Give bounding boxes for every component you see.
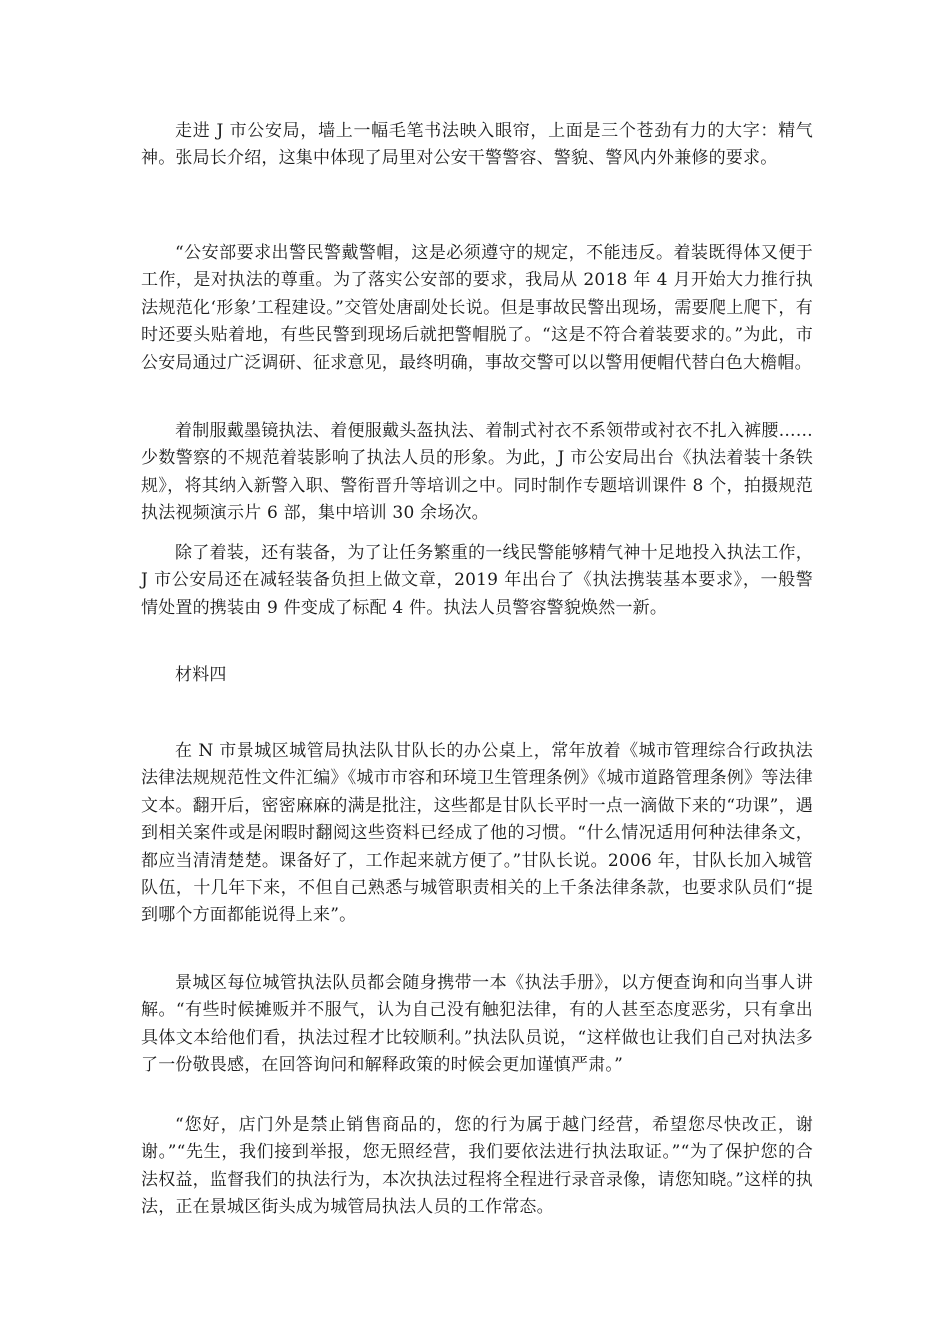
paragraph-police-spirit: 走进 J 市公安局，墙上一幅毛笔书法映入眼帘，上面是三个苍劲有力的大字：精气神。张局长介绍，这集中体现了局里对公安干警警容、警貌、警风内外兼修的要求。 (141, 121, 813, 169)
paragraph-enforcement-dialogue: “您好，店门外是禁止销售商品的，您的行为属于越门经营，希望您尽快改正，谢谢。”“先生，我们接到举报，您无照经营，我们要依法进行执法取证。”“为了保护您的合法权益，监督我们的执法行为，本次执法过程将全程进行录音录像，请您知晓。”这样的执法，正在景城区街头成为城管局执法人员的工作常态。 (141, 1115, 813, 1218)
paragraph-enforcement-handbook: 景城区每位城管执法队员都会随身携带一本《执法手册》，以方便查询和向当事人讲解。“有些时候摊贩并不服气，认为自己没有触犯法律，有的人甚至态度恶劣，只有拿出具体文本给他们看，执法过程才比较顺利。”执法队员说，“这样做也让我们自己对执法多了一份敬畏感，在回答询问和解释政策的时候会更加谨慎严肃。” (141, 973, 813, 1076)
paragraph-police-cap-rules: “公安部要求出警民警戴警帽，这是必须遵守的规定，不能违反。着装既得体又便于工作，是对执法的尊重。为了落实公安部的要求，我局从 2018 年 4 月开始大力推行执法规范化‘形象’工程建设。”交管处唐副处长说。但是事故民警出现场，需要爬上爬下，有时还要头贴着地，有些民警到现场后就把警帽脱了。“这是不符合着装要求的。”为此，市公安局通过广泛调研、征求意见，最终明确，事故交警可以以警用便帽代替白色大檐帽。 (141, 243, 813, 373)
paragraph-uniform-rules: 着制服戴墨镜执法、着便服戴头盔执法、着制式衬衣不系领带或衬衣不扎入裤腰……少数警察的不规范着装影响了执法人员的形象。为此，J 市公安局出台《执法着装十条铁规》，将其纳入新警入职、警衔晋升等培训之中。同时制作专题培训课件 8 个，拍摄规范执法视频演示片 6 部，集中培训 30 余场次。 (141, 421, 813, 524)
paragraph-equipment: 除了着装，还有装备，为了让任务繁重的一线民警能够精气神十足地投入执法工作，J 市公安局还在减轻装备负担上做文章，2019 年出台了《执法携装基本要求》，一般警情处置的携装由 9 件变成了标配 4 件。执法人员警容警貌焕然一新。 (141, 543, 813, 618)
section-heading-material-four: 材料四 (175, 665, 227, 685)
paragraph-captain-gan: 在 N 市景城区城管局执法队甘队长的办公桌上，常年放着《城市管理综合行政执法法律法规规范性文件汇编》《城市市容和环境卫生管理条例》《城市道路管理条例》等法律文本。翻开后，密密麻麻的满是批注，这些都是甘队长平时一点一滴做下来的“功课”，遇到相关案件或是闲暇时翻阅这些资料已经成了他的习惯。“什么情况适用何种法律条文，都应当清清楚楚。课备好了，工作起来就方便了。”甘队长说。2006 年，甘队长加入城管队伍，十几年下来，不但自己熟悉与城管职责相关的上千条法律条款，也要求队员们“提到哪个方面都能说得上来”。 (141, 741, 813, 926)
